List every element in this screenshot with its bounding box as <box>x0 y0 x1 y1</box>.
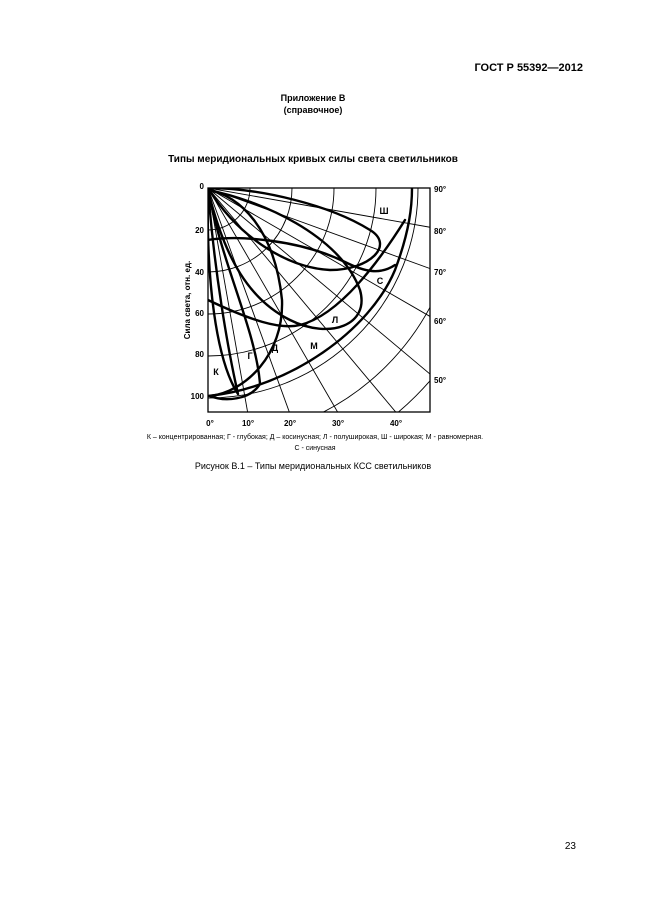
curve-label-d: Д <box>271 343 279 353</box>
appendix-title: Приложение В <box>280 93 346 103</box>
y-axis-label: Сила света, отн. ед. <box>183 260 192 340</box>
left-tick: 60 <box>195 309 204 318</box>
figure-legend <box>70 432 560 454</box>
bottom-tick: 20° <box>283 419 297 428</box>
left-tick: 0 <box>199 182 204 191</box>
appendix-heading <box>0 92 626 116</box>
bottom-tick: 0° <box>206 419 214 428</box>
right-tick: 80° <box>434 227 447 236</box>
figure-caption: Рисунок В.1 – Типы меридиональных КСС светильников <box>194 461 432 471</box>
right-tick-labels <box>434 185 446 385</box>
left-tick: 40 <box>195 268 204 277</box>
figure-title: Типы меридиональных кривых силы света светильников <box>168 154 458 165</box>
standard-code: ГОСТ Р 55392—2012 <box>474 62 583 74</box>
grid-ray <box>208 188 466 398</box>
polar-light-distribution-diagram <box>176 176 466 436</box>
legend-line-2: С - синусная <box>294 445 336 452</box>
bottom-tick: 30° <box>331 419 345 428</box>
curve-label-m: М <box>310 341 318 351</box>
grid-ray <box>208 188 466 261</box>
grid-arc <box>176 176 292 272</box>
left-tick: 100 <box>190 392 204 401</box>
bottom-tick-labels <box>206 419 402 428</box>
curve-labels <box>213 206 388 377</box>
bottom-tick: 10° <box>241 419 255 428</box>
page-number: 23 <box>564 841 576 852</box>
light-curves <box>208 188 412 399</box>
right-tick: 90° <box>434 185 447 194</box>
right-tick: 50° <box>434 376 447 385</box>
left-tick: 80 <box>195 350 204 359</box>
bottom-tick: 40° <box>389 419 403 428</box>
curve-label-s: С <box>376 276 384 286</box>
curve-label-l: Л <box>331 315 339 325</box>
legend-line-1: К – концентрированная; Г - глубокая; Д – косинусная; Л - полуширокая, Ш - широкая; М - равномерная. <box>146 434 484 441</box>
curve-label-g: Г <box>247 351 253 361</box>
right-tick: 60° <box>434 317 447 326</box>
left-tick-labels <box>191 182 205 401</box>
appendix-subtitle: (справочное) <box>283 105 343 115</box>
curve-label-k: К <box>213 367 219 377</box>
curve-label-sh: Ш <box>379 206 389 216</box>
left-tick: 20 <box>195 226 204 235</box>
right-tick: 70° <box>434 268 447 277</box>
